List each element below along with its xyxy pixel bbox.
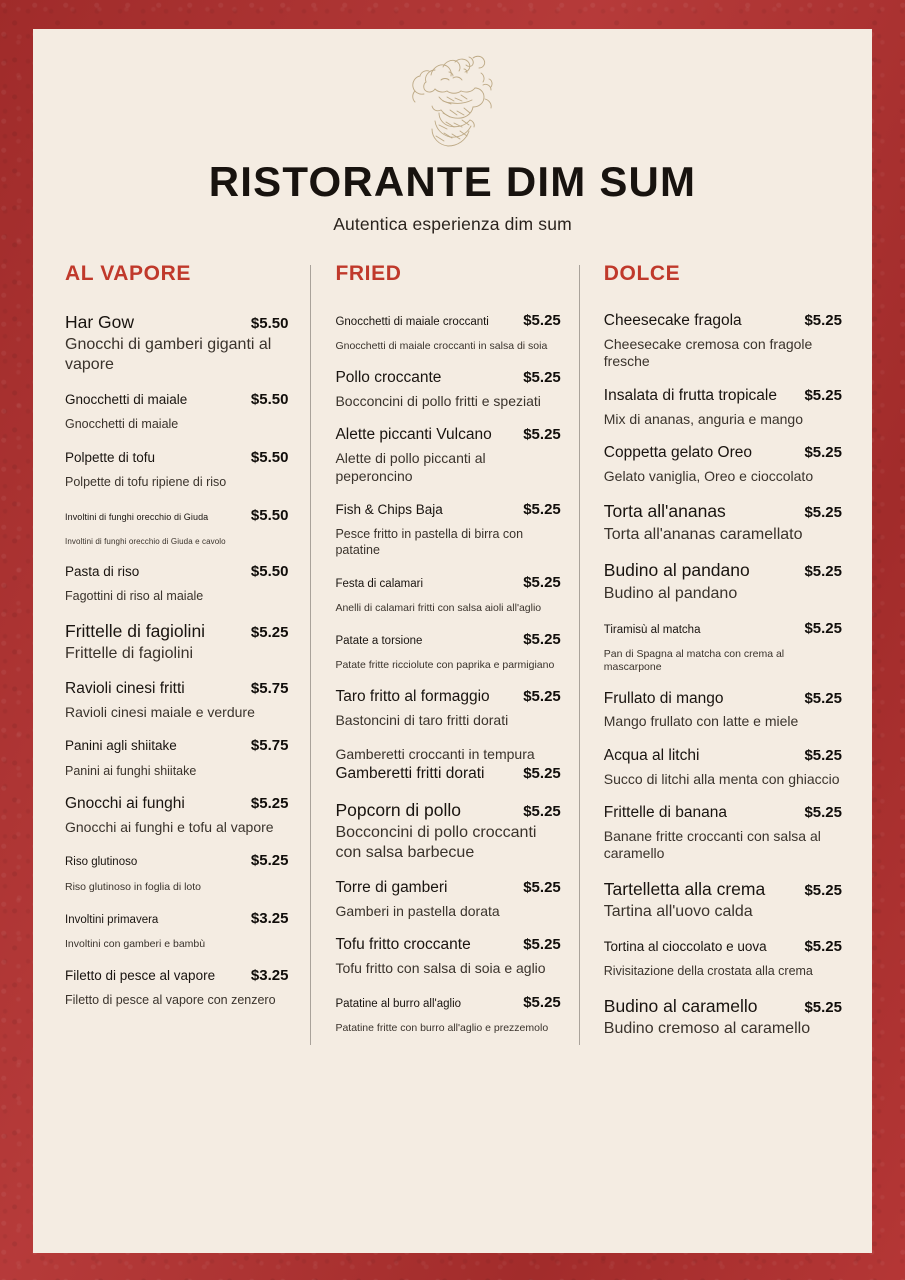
item-name: Coppetta gelato Oreo <box>603 443 752 461</box>
item-description: Rivisitazione della crostata alla crema <box>603 964 813 979</box>
item-price: $5.25 <box>250 623 289 641</box>
item-description: Gnocchetti di maiale croccanti in salsa di soia <box>335 340 548 353</box>
item-price: $5.25 <box>523 426 561 444</box>
item-price: $3.25 <box>250 966 289 984</box>
menu-item <box>604 804 842 863</box>
item-description: Bocconcini di pollo fritti e speziati <box>335 392 541 409</box>
item-name: Gnocchi ai funghi <box>65 795 185 813</box>
item-name: Gnocchetti di maiale <box>65 392 188 407</box>
menu-item <box>604 938 842 980</box>
item-price: $5.25 <box>804 443 842 461</box>
item-description: Budino cremoso al caramello <box>603 1020 811 1038</box>
item-header-row <box>335 936 560 955</box>
menu-item <box>65 910 288 951</box>
item-header-row <box>604 879 842 900</box>
menu-item <box>335 688 560 729</box>
item-name: Insalata di frutta tropicale <box>603 386 777 404</box>
item-header-row <box>65 852 288 869</box>
menu-item <box>335 369 560 410</box>
item-header-row <box>604 747 842 766</box>
menu-item <box>65 621 288 664</box>
item-header-row <box>65 507 288 524</box>
item-price: $5.50 <box>250 315 289 332</box>
item-header-row <box>335 765 560 784</box>
item-description: Anelli di calamari fritti con salsa aioli all'aglio <box>335 602 542 615</box>
item-price: $5.25 <box>523 993 561 1011</box>
item-header-row <box>65 795 288 814</box>
item-price: $5.25 <box>804 998 842 1016</box>
menu-item <box>65 312 288 375</box>
item-price: $5.25 <box>804 804 842 822</box>
item-price: $5.25 <box>250 852 289 870</box>
item-price: $5.25 <box>804 312 842 329</box>
item-price: $5.25 <box>523 688 561 706</box>
item-description: Banane fritte croccanti con salsa al caramello <box>603 827 821 862</box>
item-header-row <box>604 560 842 581</box>
item-price: $5.50 <box>250 562 289 580</box>
menu-section-dolce <box>580 263 846 1055</box>
menu-columns <box>33 263 872 1055</box>
item-name: Patatine al burro all'aglio <box>335 997 462 1010</box>
tagline: Autentica esperienza dim sum <box>333 214 572 234</box>
menu-item <box>604 690 842 731</box>
menu-item <box>604 444 842 485</box>
item-name: Torta all'ananas <box>603 501 726 522</box>
menu-item <box>335 746 560 784</box>
item-header-row <box>65 312 288 333</box>
menu-item <box>65 795 288 836</box>
item-price: $5.25 <box>523 802 561 820</box>
item-price: $5.25 <box>804 386 842 404</box>
item-name: Festa di calamari <box>335 578 424 591</box>
item-price: $5.25 <box>523 369 561 387</box>
item-name: Ravioli cinesi fritti <box>65 679 185 697</box>
item-description: Budino al pandano <box>603 584 738 602</box>
item-description: Frittelle di fagiolini <box>65 645 194 663</box>
menu-item <box>65 563 288 605</box>
item-header-row <box>604 804 842 823</box>
item-name: Tartelletta alla crema <box>603 878 766 899</box>
item-description: Mix di ananas, anguria e mango <box>603 410 803 427</box>
item-name: Popcorn di pollo <box>335 799 461 820</box>
item-description: Tartina all'uovo calda <box>603 903 753 921</box>
item-name: Cheesecake fragola <box>603 312 742 329</box>
item-description: Mango frullato con latte e miele <box>603 713 799 730</box>
item-header-row <box>335 631 560 648</box>
item-name: Taro fritto al formaggio <box>335 688 490 706</box>
item-description: Riso glutinoso in foglia di loto <box>65 880 201 893</box>
item-price: $5.50 <box>250 391 289 408</box>
section-title-fried: FRIED <box>335 262 402 285</box>
item-name: Tofu fritto croccante <box>335 936 471 954</box>
item-name: Polpette di tofu <box>65 449 156 465</box>
menu-item <box>65 391 288 433</box>
menu-paper <box>33 29 872 1253</box>
menu-item <box>604 879 842 922</box>
item-price: $5.25 <box>523 878 561 896</box>
item-header-row <box>65 449 288 466</box>
item-price: $5.25 <box>523 631 561 649</box>
item-header-row <box>604 501 842 522</box>
item-price: $5.50 <box>250 506 289 524</box>
menu-item <box>65 507 288 547</box>
item-header-row <box>335 501 560 518</box>
item-price: $5.25 <box>804 619 842 637</box>
item-header-row <box>335 312 560 329</box>
page-title: RISTORANTE DIM SUM <box>208 158 697 205</box>
menu-item <box>335 800 560 863</box>
item-description: Gelato vaniglia, Oreo e cioccolato <box>603 467 814 484</box>
item-name: Involtini primavera <box>65 913 159 926</box>
item-description: Ravioli cinesi maiale e verdure <box>65 703 255 720</box>
item-price: $5.50 <box>250 448 289 466</box>
item-header-row <box>604 690 842 709</box>
item-price: $5.25 <box>250 795 289 813</box>
item-name: Budino al pandano <box>603 560 750 581</box>
item-description: Patate fritte ricciolute con paprika e parmigiano <box>335 659 555 672</box>
section-title-dolce: DOLCE <box>603 262 681 285</box>
item-name: Frullato di mango <box>603 689 724 707</box>
item-header-row <box>604 387 842 406</box>
item-description: Gnocchi di gamberi giganti al vapore <box>65 336 272 374</box>
item-price: $5.25 <box>523 574 561 592</box>
item-name: Pasta di riso <box>65 563 140 579</box>
menu-item <box>604 747 842 788</box>
item-description: Alette di pollo piccanti al peperoncino <box>335 450 486 484</box>
item-header-row <box>65 737 288 754</box>
menu-item <box>335 574 560 615</box>
item-price: $5.25 <box>804 937 842 955</box>
item-price: $5.75 <box>250 679 289 697</box>
item-price: $5.25 <box>804 881 842 899</box>
item-price: $5.25 <box>804 504 842 522</box>
item-description: Patatine fritte con burro all'aglio e prezzemolo <box>335 1021 549 1034</box>
item-price: $5.25 <box>804 563 842 581</box>
item-header-row <box>604 620 842 637</box>
item-header-row <box>65 910 288 927</box>
menu-item <box>604 560 842 603</box>
item-price: $5.25 <box>523 312 561 329</box>
item-description: Involtini di funghi orecchio di Giuda e cavolo <box>65 536 226 546</box>
item-name: Tiramisù al matcha <box>603 623 701 636</box>
item-description: Succo di litchi alla menta con ghiaccio <box>603 770 840 787</box>
item-name: Patate a torsione <box>335 635 423 648</box>
item-header-row <box>335 800 560 821</box>
item-price: $5.25 <box>523 765 561 783</box>
item-header-row <box>335 994 560 1011</box>
item-header-row <box>335 574 560 591</box>
item-description: Gamberi in pastella dorata <box>335 902 500 919</box>
item-name: Filetto di pesce al vapore <box>65 967 216 983</box>
item-name: Gnocchetti di maiale croccanti <box>335 316 489 328</box>
menu-item <box>65 680 288 721</box>
menu-item <box>335 312 560 353</box>
item-header-row <box>335 688 560 707</box>
item-header-row <box>604 312 842 331</box>
section-title-al-vapore: AL VAPORE <box>65 262 191 285</box>
menu-item <box>604 312 842 371</box>
item-header-row <box>335 369 560 388</box>
item-name: Gamberetti fritti dorati <box>335 765 485 783</box>
menu-item <box>65 449 288 491</box>
item-name: Frittelle di fagiolini <box>65 620 206 641</box>
menu-section-fried <box>311 263 578 1055</box>
item-description: Tofu fritto con salsa di soia e aglio <box>335 960 546 977</box>
menu-item <box>65 852 288 893</box>
item-header-row <box>65 680 288 699</box>
menu-item <box>335 994 560 1035</box>
item-header-row <box>604 996 842 1017</box>
item-price: $5.25 <box>804 689 842 707</box>
item-description: Involtini con gamberi e bambù <box>65 937 206 950</box>
item-header-row <box>65 391 288 408</box>
menu-item <box>335 879 560 920</box>
item-name: Fish & Chips Baja <box>335 501 443 517</box>
item-price: $5.75 <box>250 737 289 755</box>
item-name: Riso glutinoso <box>65 856 138 869</box>
item-name: Acqua al litchi <box>603 746 700 764</box>
menu-item <box>604 501 842 544</box>
menu-item <box>604 620 842 674</box>
item-description: Bastoncini di taro fritti dorati <box>335 712 509 729</box>
item-name: Frittelle di banana <box>603 804 727 822</box>
menu-item <box>335 426 560 485</box>
item-description: Pan di Spagna al matcha con crema al mascarpone <box>603 647 785 673</box>
menu-item <box>65 737 288 779</box>
item-header-row <box>604 444 842 463</box>
menu-item <box>335 631 560 672</box>
item-name: Har Gow <box>65 312 135 332</box>
menu-item <box>604 996 842 1039</box>
item-name: Involtini di funghi orecchio di Giuda <box>65 511 209 522</box>
item-description: Filetto di pesce al vapore con zenzero <box>65 993 276 1008</box>
item-name: Pollo croccante <box>335 369 442 387</box>
menu-item <box>335 501 560 558</box>
item-description: Fagottini di riso al maiale <box>65 589 204 604</box>
item-description: Gnocchetti di maiale <box>65 417 179 432</box>
item-name: Alette piccanti Vulcano <box>335 426 492 444</box>
item-header-row <box>65 563 288 580</box>
item-description: Panini ai funghi shiitake <box>65 763 197 778</box>
menu-header <box>33 29 872 235</box>
item-description: Torta all'ananas caramellato <box>603 525 803 543</box>
item-header-row <box>335 426 560 445</box>
item-description: Gnocchi ai funghi e tofu al vapore <box>65 819 274 836</box>
item-description: Polpette di tofu ripiene di riso <box>65 475 227 490</box>
item-name: Budino al caramello <box>603 995 758 1016</box>
item-header-row <box>65 621 288 642</box>
item-price: $5.25 <box>804 746 842 764</box>
menu-item <box>65 967 288 1009</box>
item-description: Pesce fritto in pastella di birra con patatine <box>335 527 524 557</box>
item-description: Cheesecake cremosa con fragole fresche <box>603 335 813 370</box>
item-name: Tortina al cioccolato e uova <box>603 938 767 954</box>
item-description: Bocconcini di pollo croccanti con salsa barbecue <box>335 824 537 862</box>
item-price: $5.25 <box>523 500 561 518</box>
item-header-row <box>604 938 842 955</box>
item-header-row <box>65 967 288 984</box>
item-name: Panini agli shiitake <box>65 738 177 754</box>
menu-item <box>335 936 560 977</box>
dragon-icon <box>395 51 511 147</box>
item-price: $3.25 <box>250 909 289 927</box>
menu-item <box>604 387 842 428</box>
item-description: Gamberetti croccanti in tempura <box>335 745 535 762</box>
item-name: Torre di gamberi <box>335 878 448 896</box>
menu-section-al-vapore <box>61 263 310 1055</box>
item-header-row <box>335 879 560 898</box>
item-price: $5.25 <box>523 936 561 954</box>
